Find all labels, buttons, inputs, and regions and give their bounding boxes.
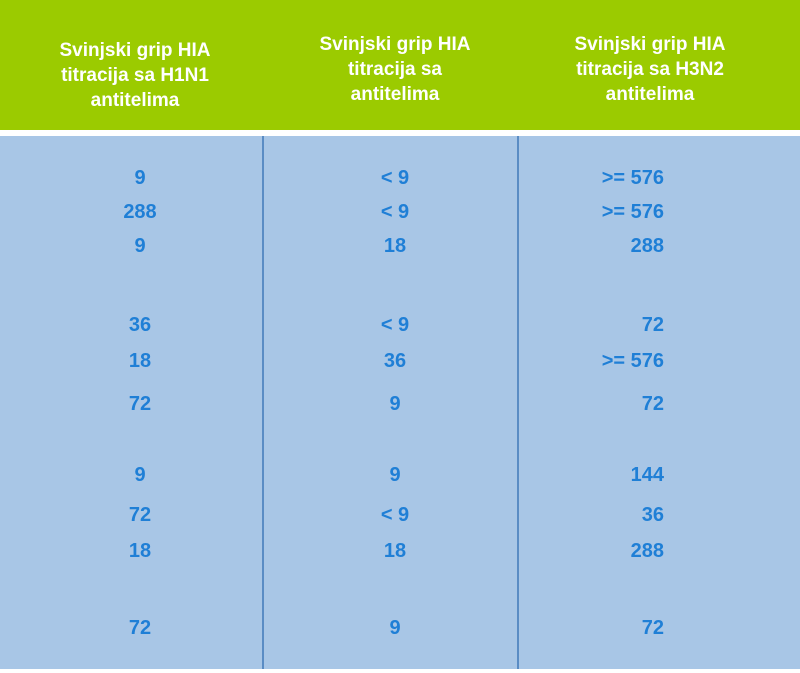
cell-h1n1: 9 bbox=[134, 464, 146, 486]
cell-generic: 9 bbox=[389, 393, 401, 415]
table-header bbox=[0, 0, 800, 130]
cell-generic: < 9 bbox=[380, 201, 410, 223]
cell-generic: 18 bbox=[383, 235, 407, 257]
cell-h1n1: 72 bbox=[128, 504, 152, 526]
cell-generic: < 9 bbox=[380, 167, 410, 189]
cell-generic: < 9 bbox=[380, 504, 410, 526]
cell-generic: 9 bbox=[389, 617, 401, 639]
cell-h3n2: 36 bbox=[641, 504, 664, 526]
table-row bbox=[0, 610, 800, 646]
cell-generic: < 9 bbox=[380, 314, 410, 336]
table-row bbox=[0, 457, 800, 493]
header-h1n1-label: Svinjski grip HIA titracija sa H1N1 antitelima bbox=[59, 40, 211, 111]
cell-generic: 36 bbox=[383, 350, 407, 372]
cell-h3n2: 72 bbox=[641, 393, 664, 415]
cell-h1n1: 18 bbox=[128, 350, 152, 372]
table-row bbox=[0, 497, 800, 533]
cell-h1n1: 9 bbox=[134, 167, 146, 189]
cell-h3n2: >= 576 bbox=[601, 350, 664, 372]
cell-h1n1: 288 bbox=[123, 201, 157, 223]
table-row bbox=[0, 307, 800, 343]
header-h3n2 bbox=[530, 0, 770, 130]
cell-h3n2: 72 bbox=[641, 314, 664, 336]
cell-h1n1: 72 bbox=[128, 393, 152, 415]
table-row bbox=[0, 228, 800, 264]
cell-h1n1: 18 bbox=[128, 540, 152, 562]
table-body bbox=[0, 136, 800, 669]
cell-h1n1: 72 bbox=[128, 617, 152, 639]
header-h1n1 bbox=[20, 0, 250, 130]
cell-h3n2: 72 bbox=[641, 617, 664, 639]
cell-generic: 18 bbox=[383, 540, 407, 562]
header-generic-label: Svinjski grip HIA titracija sa antitelima bbox=[319, 34, 471, 105]
header-generic bbox=[275, 0, 515, 130]
cell-h1n1: 9 bbox=[134, 235, 146, 257]
cell-generic: 9 bbox=[389, 464, 401, 486]
cell-h3n2: 288 bbox=[630, 540, 664, 562]
cell-h3n2: >= 576 bbox=[601, 201, 664, 223]
table-row bbox=[0, 160, 800, 196]
cell-h3n2: >= 576 bbox=[601, 167, 664, 189]
table-row bbox=[0, 194, 800, 230]
table-row bbox=[0, 386, 800, 422]
header-h3n2-label: Svinjski grip HIA titracija sa H3N2 antitelima bbox=[574, 34, 726, 105]
cell-h3n2: 144 bbox=[630, 464, 664, 486]
cell-h1n1: 36 bbox=[128, 314, 152, 336]
table-row bbox=[0, 343, 800, 379]
table-row bbox=[0, 533, 800, 569]
cell-h3n2: 288 bbox=[630, 235, 664, 257]
